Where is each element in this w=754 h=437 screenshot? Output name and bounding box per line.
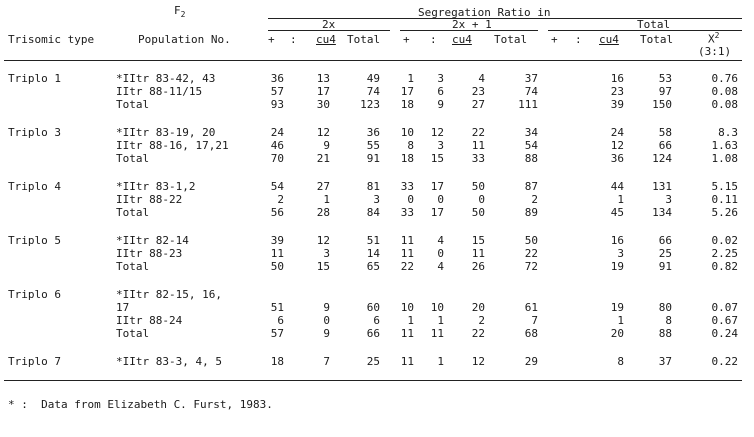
trisomic-type-cell: Triplo 7 xyxy=(8,355,61,368)
value-cell: 12 xyxy=(610,139,624,152)
rule-2x xyxy=(268,30,390,31)
population-cell: *IItr 83-42, 43 xyxy=(116,72,216,85)
value-cell: 3 xyxy=(323,247,330,260)
value-cell: 33 xyxy=(400,180,414,193)
value-cell: 0 xyxy=(323,314,330,327)
value-cell: 37 xyxy=(658,355,672,368)
value-cell: 81 xyxy=(366,180,380,193)
value-cell: 0.08 xyxy=(711,85,738,98)
value-cell: 13 xyxy=(316,72,330,85)
value-cell: 0 xyxy=(478,193,485,206)
value-cell: 80 xyxy=(658,301,672,314)
value-cell: 50 xyxy=(524,234,538,247)
population-cell: *IItr 83-1,2 xyxy=(116,180,196,193)
trisomic-type-cell: Triplo 3 xyxy=(8,126,61,139)
value-cell: 18 xyxy=(270,355,284,368)
value-cell: 3 xyxy=(437,72,444,85)
value-cell: 0.67 xyxy=(711,314,738,327)
value-cell: 58 xyxy=(658,126,672,139)
population-cell: *IItr 82-14 xyxy=(116,234,189,247)
value-cell: 68 xyxy=(524,327,538,340)
value-cell: 2.25 xyxy=(711,247,738,260)
value-cell: 17 xyxy=(430,206,444,219)
value-cell: 11 xyxy=(471,247,485,260)
value-cell: 19 xyxy=(610,301,624,314)
value-cell: 2 xyxy=(531,193,538,206)
value-cell: 37 xyxy=(524,72,538,85)
group-2x: 2x xyxy=(322,18,336,31)
value-cell: 12 xyxy=(471,355,485,368)
value-cell: 22 xyxy=(471,126,485,139)
value-cell: 33 xyxy=(400,206,414,219)
col-total-cu4: cu4 xyxy=(599,33,619,46)
value-cell: 14 xyxy=(366,247,380,260)
value-cell: 0.24 xyxy=(711,327,738,340)
value-cell: 89 xyxy=(524,206,538,219)
value-cell: 91 xyxy=(366,152,380,165)
value-cell: 0.11 xyxy=(711,193,738,206)
value-cell: 134 xyxy=(652,206,672,219)
value-cell: 46 xyxy=(270,139,284,152)
value-cell: 74 xyxy=(524,85,538,98)
value-cell: 29 xyxy=(524,355,538,368)
value-cell: 3 xyxy=(617,247,624,260)
value-cell: 11 xyxy=(400,327,414,340)
value-cell: 1 xyxy=(407,314,414,327)
value-cell: 4 xyxy=(437,260,444,273)
value-cell: 20 xyxy=(471,301,485,314)
value-cell: 9 xyxy=(323,301,330,314)
value-cell: 36 xyxy=(270,72,284,85)
value-cell: 5.26 xyxy=(711,206,738,219)
value-cell: 60 xyxy=(366,301,380,314)
population-cell: IItr 88-11/15 xyxy=(116,85,203,98)
value-cell: 6 xyxy=(277,314,284,327)
value-cell: 131 xyxy=(652,180,672,193)
value-cell: 88 xyxy=(524,152,538,165)
value-cell: 9 xyxy=(323,327,330,340)
value-cell: 9 xyxy=(437,98,444,111)
population-cell: IItr 88-22 xyxy=(116,193,183,206)
value-cell: 8 xyxy=(617,355,624,368)
population-cell: Total xyxy=(116,206,150,219)
value-cell: 20 xyxy=(610,327,624,340)
col-2x1-cu4: cu4 xyxy=(452,33,472,46)
value-cell: 9 xyxy=(323,139,330,152)
col-2x1-total: Total xyxy=(494,33,528,46)
value-cell: 7 xyxy=(531,314,538,327)
value-cell: 4 xyxy=(478,72,485,85)
population-cell: IItr 88-16, 17,21 xyxy=(116,139,229,152)
value-cell: 124 xyxy=(652,152,672,165)
value-cell: 56 xyxy=(270,206,284,219)
value-cell: 25 xyxy=(366,355,380,368)
value-cell: 0.07 xyxy=(711,301,738,314)
population-cell: IItr 88-24 xyxy=(116,314,183,327)
value-cell: 34 xyxy=(524,126,538,139)
value-cell: 21 xyxy=(316,152,330,165)
value-cell: 16 xyxy=(610,72,624,85)
value-cell: 36 xyxy=(366,126,380,139)
group-2x-plus-1: 2x + 1 xyxy=(452,18,492,31)
value-cell: 50 xyxy=(471,206,485,219)
value-cell: 15 xyxy=(471,234,485,247)
value-cell: 22 xyxy=(524,247,538,260)
value-cell: 74 xyxy=(366,85,380,98)
value-cell: 1 xyxy=(617,314,624,327)
value-cell: 111 xyxy=(518,98,538,111)
col-chi-square: $X^2$ xyxy=(708,31,720,46)
value-cell: 1 xyxy=(323,193,330,206)
value-cell: 61 xyxy=(524,301,538,314)
value-cell: 11 xyxy=(400,234,414,247)
col-trisomic-type: Trisomic type xyxy=(8,33,95,46)
value-cell: 0.08 xyxy=(711,98,738,111)
value-cell: 6 xyxy=(373,314,380,327)
value-cell: 54 xyxy=(270,180,284,193)
value-cell: 1 xyxy=(617,193,624,206)
value-cell: 66 xyxy=(658,234,672,247)
value-cell: 123 xyxy=(360,98,380,111)
trisomic-type-cell: Triplo 5 xyxy=(8,234,61,247)
value-cell: 39 xyxy=(610,98,624,111)
value-cell: 49 xyxy=(366,72,380,85)
value-cell: 22 xyxy=(400,260,414,273)
f2-label: $F_2$ xyxy=(174,4,186,20)
value-cell: 8 xyxy=(407,139,414,152)
col-2x-cu4: cu4 xyxy=(316,33,336,46)
value-cell: 150 xyxy=(652,98,672,111)
group-total: Total xyxy=(637,18,671,31)
value-cell: 18 xyxy=(400,152,414,165)
value-cell: 5.15 xyxy=(711,180,738,193)
value-cell: 0 xyxy=(407,193,414,206)
value-cell: 11 xyxy=(430,327,444,340)
value-cell: 10 xyxy=(430,301,444,314)
value-cell: 23 xyxy=(610,85,624,98)
value-cell: 11 xyxy=(400,355,414,368)
value-cell: 36 xyxy=(610,152,624,165)
population-cell: *IItr 83-19, 20 xyxy=(116,126,216,139)
col-2x1-plus: + xyxy=(403,33,410,46)
value-cell: 23 xyxy=(471,85,485,98)
value-cell: 0.82 xyxy=(711,260,738,273)
population-cell: IItr 88-23 xyxy=(116,247,183,260)
value-cell: 91 xyxy=(658,260,672,273)
value-cell: 1 xyxy=(437,355,444,368)
value-cell: 93 xyxy=(270,98,284,111)
value-cell: 87 xyxy=(524,180,538,193)
value-cell: 0 xyxy=(437,247,444,260)
value-cell: 3 xyxy=(437,139,444,152)
value-cell: 66 xyxy=(366,327,380,340)
value-cell: 28 xyxy=(316,206,330,219)
value-cell: 0 xyxy=(437,193,444,206)
value-cell: 0.02 xyxy=(711,234,738,247)
col-2x-total: Total xyxy=(347,33,381,46)
header-rule-bottom xyxy=(4,60,742,61)
header-rule-top xyxy=(268,18,742,19)
footnote: * : Data from Elizabeth C. Furst, 1983. xyxy=(8,398,273,411)
value-cell: 1.08 xyxy=(711,152,738,165)
value-cell: 15 xyxy=(316,260,330,273)
value-cell: 66 xyxy=(658,139,672,152)
value-cell: 84 xyxy=(366,206,380,219)
value-cell: 3 xyxy=(665,193,672,206)
segregation-header: Segregation Ratio in xyxy=(418,6,551,19)
value-cell: 6 xyxy=(437,85,444,98)
value-cell: 8 xyxy=(665,314,672,327)
value-cell: 19 xyxy=(610,260,624,273)
value-cell: 70 xyxy=(270,152,284,165)
value-cell: 24 xyxy=(610,126,624,139)
value-cell: 88 xyxy=(658,327,672,340)
value-cell: 1 xyxy=(407,72,414,85)
value-cell: 11 xyxy=(471,139,485,152)
value-cell: 57 xyxy=(270,85,284,98)
value-cell: 15 xyxy=(430,152,444,165)
value-cell: 11 xyxy=(270,247,284,260)
trisomic-type-cell: Triplo 4 xyxy=(8,180,61,193)
value-cell: 27 xyxy=(471,98,485,111)
value-cell: 12 xyxy=(316,234,330,247)
value-cell: 18 xyxy=(400,98,414,111)
population-cell: Total xyxy=(116,260,150,273)
col-2x-plus: + xyxy=(268,33,275,46)
value-cell: 11 xyxy=(400,247,414,260)
value-cell: 7 xyxy=(323,355,330,368)
value-cell: 97 xyxy=(658,85,672,98)
value-cell: 17 xyxy=(316,85,330,98)
population-cell: Total xyxy=(116,152,150,165)
value-cell: 10 xyxy=(400,301,414,314)
value-cell: 17 xyxy=(400,85,414,98)
value-cell: 65 xyxy=(366,260,380,273)
value-cell: 51 xyxy=(270,301,284,314)
value-cell: 44 xyxy=(610,180,624,193)
value-cell: 12 xyxy=(316,126,330,139)
value-cell: 27 xyxy=(316,180,330,193)
value-cell: 54 xyxy=(524,139,538,152)
value-cell: 25 xyxy=(658,247,672,260)
value-cell: 12 xyxy=(430,126,444,139)
trisomic-type-cell: Triplo 1 xyxy=(8,72,61,85)
population-cell: Total xyxy=(116,327,150,340)
value-cell: 2 xyxy=(277,193,284,206)
population-cell: Total xyxy=(116,98,150,111)
value-cell: 17 xyxy=(430,180,444,193)
value-cell: 4 xyxy=(437,234,444,247)
table-rule-bottom xyxy=(4,380,742,381)
rule-2x1 xyxy=(400,30,538,31)
value-cell: 8.3 xyxy=(718,126,738,139)
value-cell: 72 xyxy=(524,260,538,273)
col-ratio: (3:1) xyxy=(698,45,732,58)
value-cell: 1.63 xyxy=(711,139,738,152)
value-cell: 51 xyxy=(366,234,380,247)
value-cell: 57 xyxy=(270,327,284,340)
value-cell: 22 xyxy=(471,327,485,340)
population-cell: *IItr 82-15, 16, xyxy=(116,288,222,301)
value-cell: 0.22 xyxy=(711,355,738,368)
value-cell: 0.76 xyxy=(711,72,738,85)
value-cell: 26 xyxy=(471,260,485,273)
value-cell: 24 xyxy=(270,126,284,139)
col-total-total: Total xyxy=(640,33,674,46)
value-cell: 16 xyxy=(610,234,624,247)
value-cell: 33 xyxy=(471,152,485,165)
value-cell: 30 xyxy=(316,98,330,111)
value-cell: 55 xyxy=(366,139,380,152)
value-cell: 10 xyxy=(400,126,414,139)
col-total-plus: + xyxy=(551,33,558,46)
value-cell: 50 xyxy=(471,180,485,193)
value-cell: 53 xyxy=(658,72,672,85)
trisomic-type-cell: Triplo 6 xyxy=(8,288,61,301)
value-cell: 1 xyxy=(437,314,444,327)
col-population: Population No. xyxy=(138,33,231,46)
population-cell: 17 xyxy=(116,301,130,314)
value-cell: 2 xyxy=(478,314,485,327)
value-cell: 3 xyxy=(373,193,380,206)
col-2x1-colon: : xyxy=(430,33,437,46)
population-cell: *IItr 83-3, 4, 5 xyxy=(116,355,222,368)
value-cell: 45 xyxy=(610,206,624,219)
col-2x-colon: : xyxy=(290,33,297,46)
col-total-colon: : xyxy=(575,33,582,46)
value-cell: 39 xyxy=(270,234,284,247)
value-cell: 50 xyxy=(270,260,284,273)
